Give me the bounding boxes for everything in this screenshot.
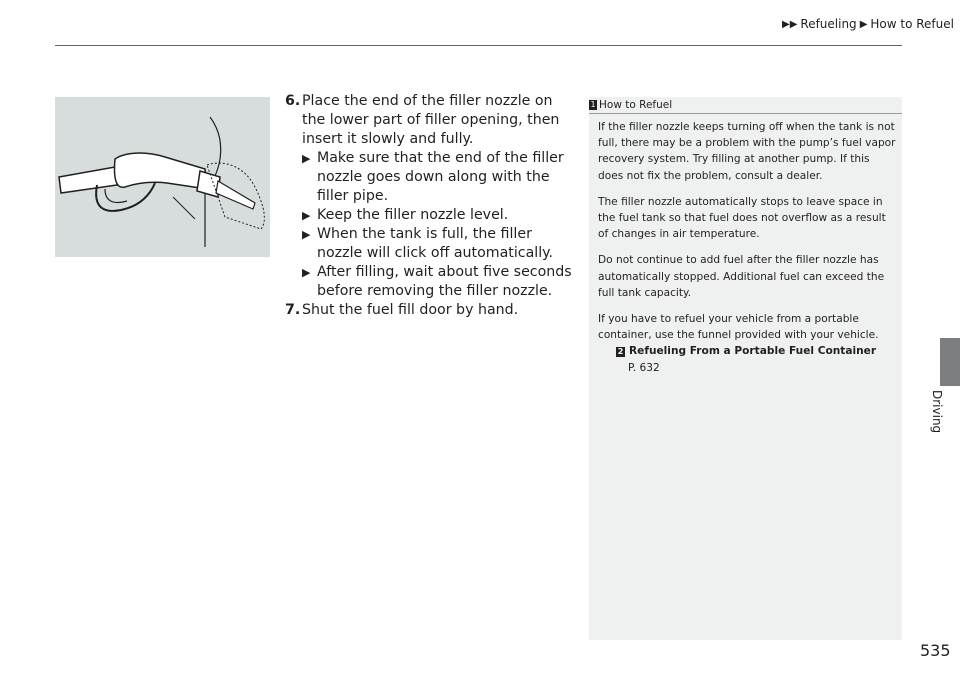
step-text: Shut the fuel fill door by hand. [302,302,519,318]
sidebar-paragraph: If you have to refuel your vehicle from a portable container, use the funnel provided with your vehicle. [598,313,879,342]
reference-page[interactable]: P. 632 [628,361,660,374]
substep-text: Keep the filler nozzle level. [317,207,509,223]
sidebar-body [598,119,898,376]
arrow-icon: ▶ [859,18,868,30]
triangle-bullet-icon: ▶ [302,209,311,222]
chapter-label-text: Driving [930,390,944,434]
instruction-steps [285,92,575,320]
sidebar-paragraph: The filler nozzle automatically stops to leave space in the fuel tank so that fuel does not overflow as a result of changes in air temperature. [598,195,886,241]
substep-text: After filling, wait about five seconds before removing the filler nozzle. [317,264,572,299]
triangle-bullet-icon: ▶ [302,228,311,241]
substep-text: Make sure that the end of the filler nozzle goes down along with the filler pipe. [317,150,564,204]
reference-arrow-icon: 2 [617,346,624,356]
triangle-bullet-icon: ▶ [302,266,311,279]
step-number: 6. [285,93,301,109]
sidebar-paragraph: If the filler nozzle keeps turning off when the tank is not full, there may be a problem with the pump’s fuel vapor recovery system. Try filling at another pump. If this does not fix the problem, consult a dealer. [598,121,896,182]
sidebar-title [589,97,902,114]
arrow-icon: ▶▶ [782,18,798,30]
chapter-label [920,390,954,440]
substep [285,225,575,263]
breadcrumb-section[interactable]: Refueling [800,17,857,31]
fuel-nozzle-illustration [55,97,270,257]
sidebar-title-text: How to Refuel [599,99,673,111]
chapter-tab[interactable] [940,338,960,386]
substep [285,149,575,206]
triangle-bullet-icon: ▶ [302,152,311,165]
substep [285,206,575,225]
page-number: 535 [920,641,951,660]
note-marker-icon: 1 [590,100,596,109]
reference-title[interactable]: Refueling From a Portable Fuel Container [629,345,877,358]
substep [285,263,575,301]
substep-text: When the tank is full, the filler nozzle will click off automatically. [317,226,554,261]
sidebar-paragraph: Do not continue to add fuel after the filler nozzle has automatically stopped. Additional fuel can exceed the full tank capacity. [598,254,885,299]
breadcrumb-page[interactable]: How to Refuel [870,17,954,31]
step-6 [285,92,575,149]
step-number: 7. [285,302,301,318]
cross-reference[interactable] [598,343,898,375]
breadcrumb [782,17,954,31]
step-text: Place the end of the filler nozzle on the lower part of filler opening, then insert it slowly and fully. [302,93,560,147]
reference-link[interactable] [616,343,898,359]
step-7 [285,301,575,320]
header-divider [55,45,902,46]
note-sidebar [589,97,902,640]
